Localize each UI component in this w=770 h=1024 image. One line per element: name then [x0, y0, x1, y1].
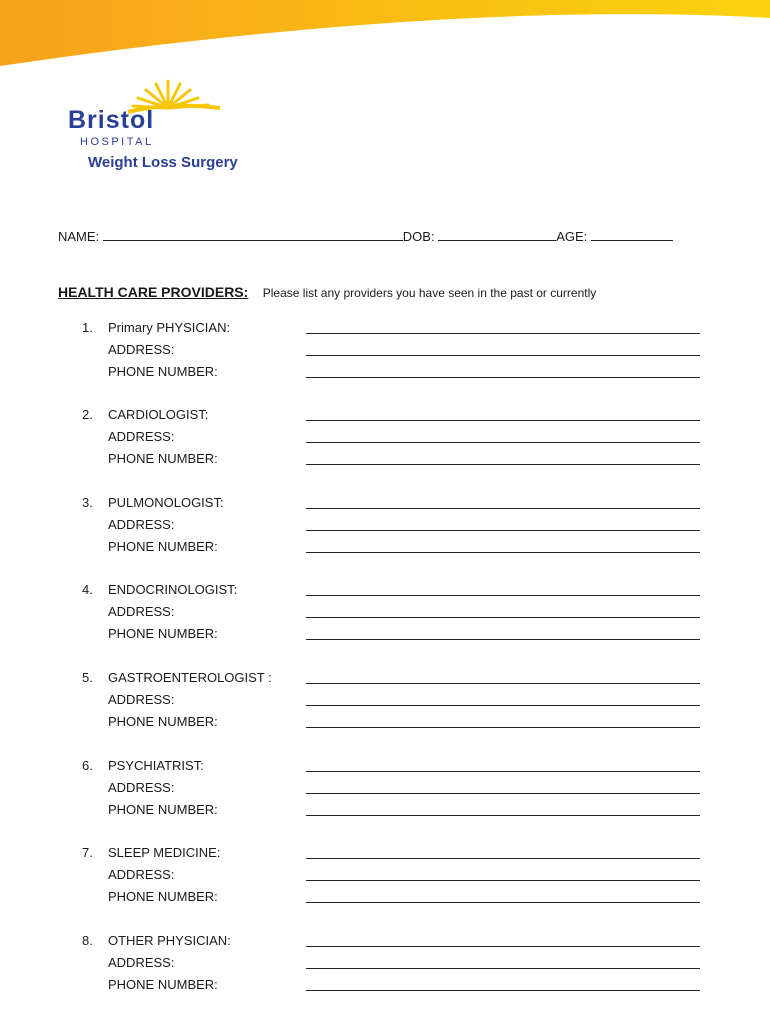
provider-name-field[interactable] — [306, 595, 700, 596]
address-label: ADDRESS: — [108, 517, 175, 532]
phone-label: PHONE NUMBER: — [108, 626, 218, 641]
address-field[interactable] — [306, 705, 700, 706]
phone-field[interactable] — [306, 639, 700, 640]
dob-field[interactable] — [438, 228, 556, 241]
phone-label: PHONE NUMBER: — [108, 714, 218, 729]
provider-name-field[interactable] — [306, 771, 700, 772]
provider-number: 7. — [82, 845, 93, 860]
top-color-band — [0, 0, 770, 70]
phone-label: PHONE NUMBER: — [108, 802, 218, 817]
provider-number: 2. — [82, 407, 93, 422]
address-field[interactable] — [306, 880, 700, 881]
provider-name-field[interactable] — [306, 508, 700, 509]
logo-brand: Bristol — [68, 106, 155, 134]
logo-subtitle: HOSPITAL — [80, 136, 154, 148]
phone-label: PHONE NUMBER: — [108, 451, 218, 466]
provider-name-field[interactable] — [306, 683, 700, 684]
dob-label: DOB: — [402, 229, 435, 244]
phone-label: PHONE NUMBER: — [108, 539, 218, 554]
address-label: ADDRESS: — [108, 342, 175, 357]
phone-label: PHONE NUMBER: — [108, 977, 218, 992]
address-label: ADDRESS: — [108, 692, 175, 707]
provider-entry — [82, 670, 702, 736]
section-instructions: Please list any providers you have seen in the past or currently — [262, 286, 597, 300]
provider-label: Primary PHYSICIAN: — [108, 320, 231, 335]
provider-number: 4. — [82, 582, 93, 597]
phone-field[interactable] — [306, 727, 700, 728]
provider-entry — [82, 407, 702, 473]
provider-entry — [82, 758, 702, 824]
address-label: ADDRESS: — [108, 429, 175, 444]
provider-number: 1. — [82, 320, 93, 335]
provider-label: ENDOCRINOLOGIST: — [108, 582, 238, 597]
address-label: ADDRESS: — [108, 780, 175, 795]
provider-entry — [82, 320, 702, 386]
phone-field[interactable] — [306, 990, 700, 991]
section-title: HEALTH CARE PROVIDERS: — [58, 284, 249, 300]
phone-field[interactable] — [306, 902, 700, 903]
provider-entry — [82, 495, 702, 561]
providers-heading — [58, 284, 596, 302]
address-field[interactable] — [306, 617, 700, 618]
provider-label: SLEEP MEDICINE: — [108, 845, 221, 860]
provider-name-field[interactable] — [306, 946, 700, 947]
provider-label: PSYCHIATRIST: — [108, 758, 204, 773]
provider-label: PULMONOLOGIST: — [108, 495, 224, 510]
provider-number: 5. — [82, 670, 93, 685]
patient-info-row — [58, 228, 673, 244]
address-label: ADDRESS: — [108, 955, 175, 970]
provider-label: OTHER PHYSICIAN: — [108, 933, 231, 948]
phone-field[interactable] — [306, 377, 700, 378]
provider-name-field[interactable] — [306, 333, 700, 334]
name-field[interactable] — [103, 228, 403, 241]
provider-entry — [82, 845, 702, 911]
phone-label: PHONE NUMBER: — [108, 364, 218, 379]
address-field[interactable] — [306, 793, 700, 794]
phone-field[interactable] — [306, 464, 700, 465]
hospital-logo — [68, 78, 268, 178]
address-field[interactable] — [306, 442, 700, 443]
provider-name-field[interactable] — [306, 858, 700, 859]
address-field[interactable] — [306, 968, 700, 969]
provider-label: GASTROENTEROLOGIST : — [108, 670, 272, 685]
address-label: ADDRESS: — [108, 604, 175, 619]
provider-entry — [82, 933, 702, 999]
provider-label: CARDIOLOGIST: — [108, 407, 209, 422]
phone-field[interactable] — [306, 815, 700, 816]
provider-entry — [82, 582, 702, 648]
logo-tagline: Weight Loss Surgery — [88, 154, 238, 171]
address-field[interactable] — [306, 530, 700, 531]
phone-label: PHONE NUMBER: — [108, 889, 218, 904]
provider-number: 8. — [82, 933, 93, 948]
age-label: AGE: — [556, 229, 588, 244]
address-field[interactable] — [306, 355, 700, 356]
provider-number: 3. — [82, 495, 93, 510]
phone-field[interactable] — [306, 552, 700, 553]
address-label: ADDRESS: — [108, 867, 175, 882]
name-label: NAME: — [58, 229, 100, 244]
provider-name-field[interactable] — [306, 420, 700, 421]
provider-number: 6. — [82, 758, 93, 773]
age-field[interactable] — [591, 228, 673, 241]
